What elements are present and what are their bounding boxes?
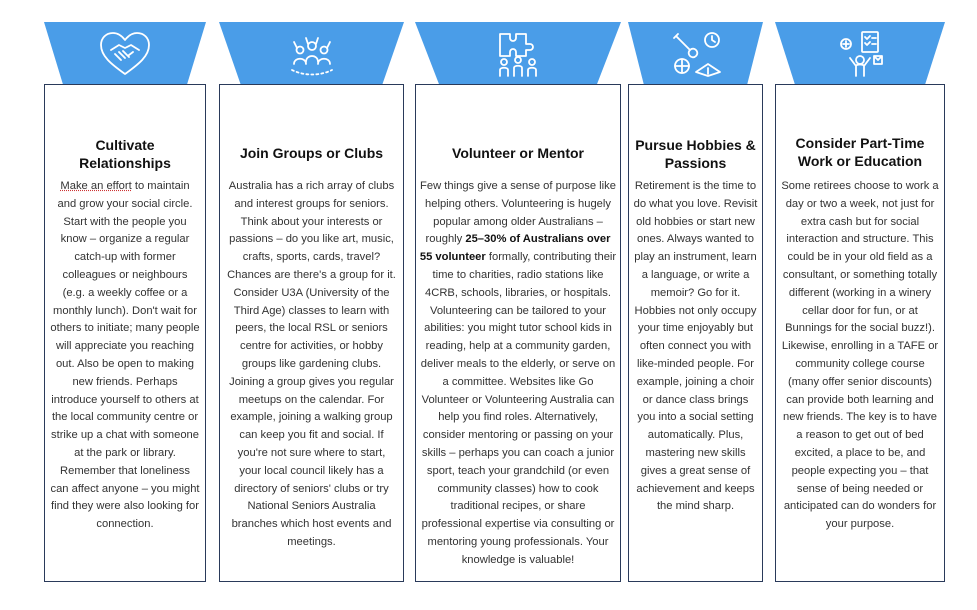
card-body — [628, 84, 763, 582]
card-text-bold: 25–30% of Australians over 55 volunteer — [419, 233, 611, 264]
card-tab — [219, 22, 404, 86]
handshake-heart-icon — [97, 28, 153, 80]
card-title: Join Groups or Clubs — [239, 145, 384, 161]
card-tab — [415, 22, 621, 86]
card-title: Consider Part-Time Work or Education — [795, 135, 925, 169]
card-text: Retirement is the time to do what you love. Revisit old hobbies or start new ones. Always wanted to play an instrument, learn a language, or write a memoir? Go for it. Hobbies not only occupy your time enjoyably but often connect you with like-minded people. For example, joining a choir or dance class brings you into a social setting automatically. Plus, mastering new skills gives a great sense of achievement and keeps the mind sharp. — [633, 180, 758, 513]
card-text-a: Few things give a sense of purpose like helping others. Volunteering is hugely popular among older Australians – roughly — [420, 180, 616, 246]
card-cultivate-relationships — [44, 22, 206, 582]
card-tab — [628, 22, 763, 86]
card-text: Australia has a rich array of clubs and interest groups for seniors. Think about your interests or passions – do you like art, music, crafts, sports, cards, travel? Chances are there's a group for it. Consider U3A (University of the Third Age) classes to learn with peers, the local RSL or seniors centre for activities, or hobby groups like gardening clubs. Joining a group gives you regular meetups on the calendar. For example, joining a walking group can keep you fit and social. If you're not sure where to start, your local council likely has a directory of seniors' clubs or try National Seniors Australia branches which host events and meetings. — [227, 180, 396, 548]
puzzle-people-icon — [490, 28, 546, 80]
card-text-rest: to maintain and grow your social circle. Start with the people you know – organize a regular catch-up with former colleagues or neighbours (e.g. a weekly coffee or a monthly lunch). Don't wait for others to initiate; many people will appreciate you reaching out. Also be open to making new friends. Perhaps introduce yourself to others at the local community centre or strike up a chat with someone at the park or library. Remember that loneliness can affect anyone – you might find they were also looking for connection. — [50, 180, 200, 531]
card-body — [415, 84, 621, 582]
card-title: Cultivate Relationships — [79, 137, 171, 171]
group-raised-hands-icon — [284, 28, 340, 80]
card-tab — [44, 22, 206, 86]
card-body — [219, 84, 404, 582]
card-text-b: formally, contributing their time to charities, radio stations like 4CRB, schools, libraries, or hospitals. Volunteering can be tailored to your abilities: you might tutor school kids in reading, help at a community garden, deliver meals to the elderly, or serve on a committee. Websites like Go Volunteer or Volunteering Australia can help you find roles. Alternatively, consider mentoring or passing on your skills – perhaps you can coach a junior sport, teach your grandchild (or even community classes) how to cook traditional recipes, or share professional expertise via consulting or mentoring young professionals. Your knowledge is valuable! — [420, 251, 617, 566]
card-text: Some retirees choose to work a day or two a week, not just for extra cash but for social interaction and structure. This could be in your old field as a consultant, or something totally different (working in a winery cellar door for fun, or at Bunnings for the social buzz!). Likewise, enrolling in a TAFE or community college course (many offer senior discounts) can provide both learning and new friends. The key is to have a reason to get out of bed excited, a place to be, and people expecting you – that sense of being needed or anticipated can do wonders for your purpose. — [781, 180, 939, 531]
card-tab — [775, 22, 945, 86]
card-body — [44, 84, 206, 582]
card-text — [419, 178, 617, 570]
card-text-lead: Make an effort — [60, 180, 132, 192]
card-title: Volunteer or Mentor — [452, 145, 584, 161]
card-text — [50, 178, 200, 534]
card-body — [775, 84, 945, 582]
person-checklist-icon — [832, 28, 888, 80]
hobbies-icon — [668, 28, 724, 80]
card-volunteer-mentor — [415, 22, 621, 582]
card-join-groups — [219, 22, 404, 582]
card-part-time-work — [775, 22, 945, 582]
card-pursue-hobbies — [628, 22, 763, 582]
card-title: Pursue Hobbies & Passions — [635, 137, 756, 171]
